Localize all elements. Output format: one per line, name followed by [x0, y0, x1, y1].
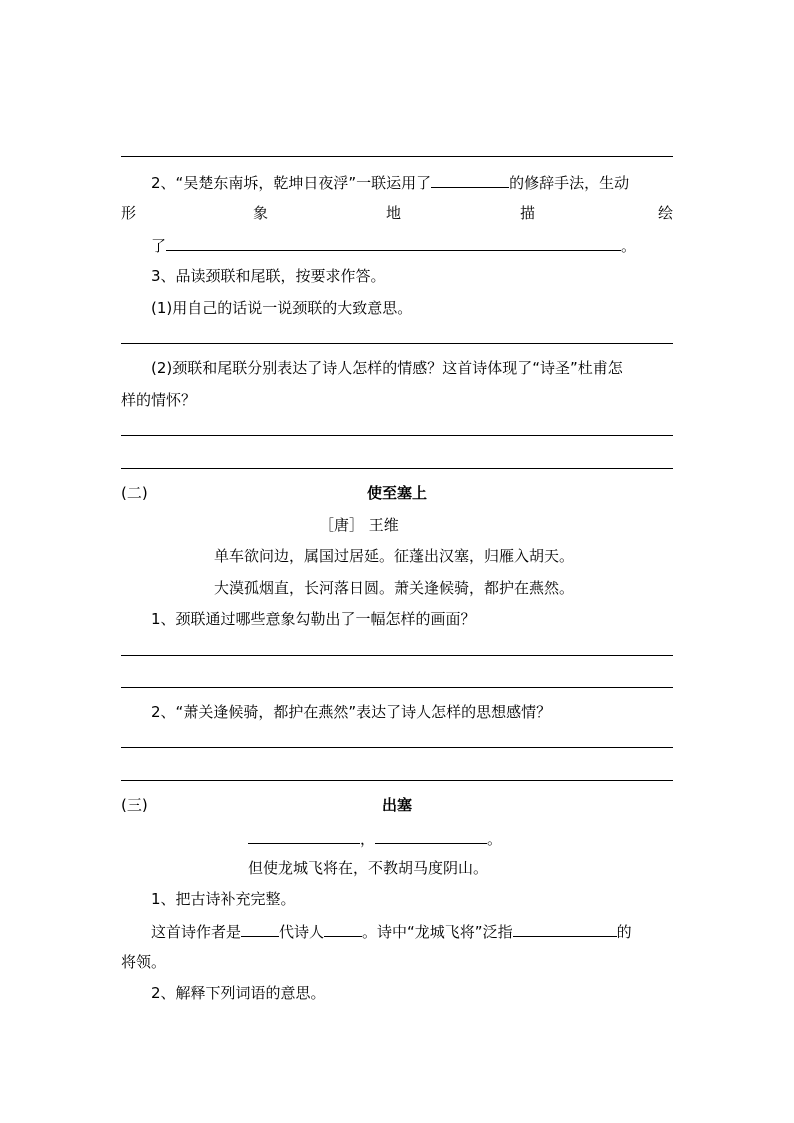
section-3-fill-end: 将领。 [121, 953, 167, 971]
general-blank[interactable] [513, 920, 617, 937]
question-3-title: 3、品读颈联和尾联，按要求作答。 [151, 267, 386, 285]
answer-line-5[interactable] [121, 687, 673, 688]
answer-line-1[interactable] [121, 343, 673, 344]
question-2-line3-start: 了 [151, 237, 167, 255]
answer-line-4[interactable] [121, 655, 673, 656]
fill-text-c: 。诗中“龙城飞将”泛指 [362, 923, 513, 941]
dynasty-blank[interactable] [241, 920, 279, 937]
section-2-author: ［唐］ 王维 [319, 516, 399, 534]
spread-char-5: 绘 [658, 204, 674, 222]
section-2-poem-line2: 大漠孤烟直，长河落日圆。萧关逢候骑，都护在燕然。 [214, 579, 575, 597]
top-rule [121, 156, 673, 157]
question-2-prefix: 2、“吴楚东南坼，乾坤日夜浮”一联运用了 [151, 174, 432, 192]
section-3-title: 出塞 [381, 796, 412, 814]
answer-line-7[interactable] [121, 780, 673, 781]
description-blank[interactable] [166, 234, 621, 251]
spread-char-4: 描 [520, 204, 536, 222]
section-3-question-1: 1、把古诗补充完整。 [151, 890, 296, 908]
poet-blank[interactable] [324, 920, 362, 937]
poem-comma: ， [360, 830, 376, 848]
question-3-sub2-line1: (2)颈联和尾联分别表达了诗人怎样的情感？这首诗体现了“诗圣”杜甫怎 [151, 359, 623, 377]
question-3-sub1: (1)用自己的话说一说颈联的大致意思。 [151, 299, 413, 317]
rhetoric-blank[interactable] [431, 171, 509, 188]
fill-text-b: 代诗人 [279, 923, 325, 941]
section-2-question-1: 1、颈联通过哪些意象勾勒出了一幅怎样的画面？ [151, 610, 476, 628]
section-3-poem-line2: 但使龙城飞将在，不教胡马度阴山。 [248, 859, 489, 877]
poem-blank-1[interactable] [248, 827, 360, 844]
section-3-label: (三) [121, 796, 148, 814]
section-2-title: 使至塞上 [366, 484, 427, 502]
fill-text-d: 的 [616, 923, 632, 941]
answer-line-2[interactable] [121, 435, 673, 436]
question-2-line1 [151, 171, 629, 193]
spread-char-1: 形 [121, 204, 137, 222]
section-3-fill-line [151, 920, 632, 942]
fill-text-a: 这首诗作者是 [151, 923, 242, 941]
answer-line-6[interactable] [121, 747, 673, 748]
question-3-sub2-line2: 样的情怀？ [121, 391, 197, 409]
poem-blank-2[interactable] [375, 827, 487, 844]
question-2-middle: 的修辞手法，生动 [509, 174, 630, 192]
question-2-line3-end: 。 [621, 237, 637, 255]
section-2-poem-line1: 单车欲问边，属国过居延。征蓬出汉塞，归雁入胡天。 [214, 547, 575, 565]
section-3-question-2: 2、解释下列词语的意思。 [151, 984, 326, 1002]
section-2-label: (二) [121, 484, 148, 502]
poem-period: 。 [487, 830, 503, 848]
section-2-question-2: 2、“萧关逢候骑，都护在燕然”表达了诗人怎样的思想感情？ [151, 703, 552, 721]
spread-char-2: 象 [253, 204, 269, 222]
answer-line-3[interactable] [121, 468, 673, 469]
spread-char-3: 地 [386, 204, 402, 222]
question-2-line3 [151, 234, 636, 256]
section-3-poem-line1 [248, 827, 502, 849]
